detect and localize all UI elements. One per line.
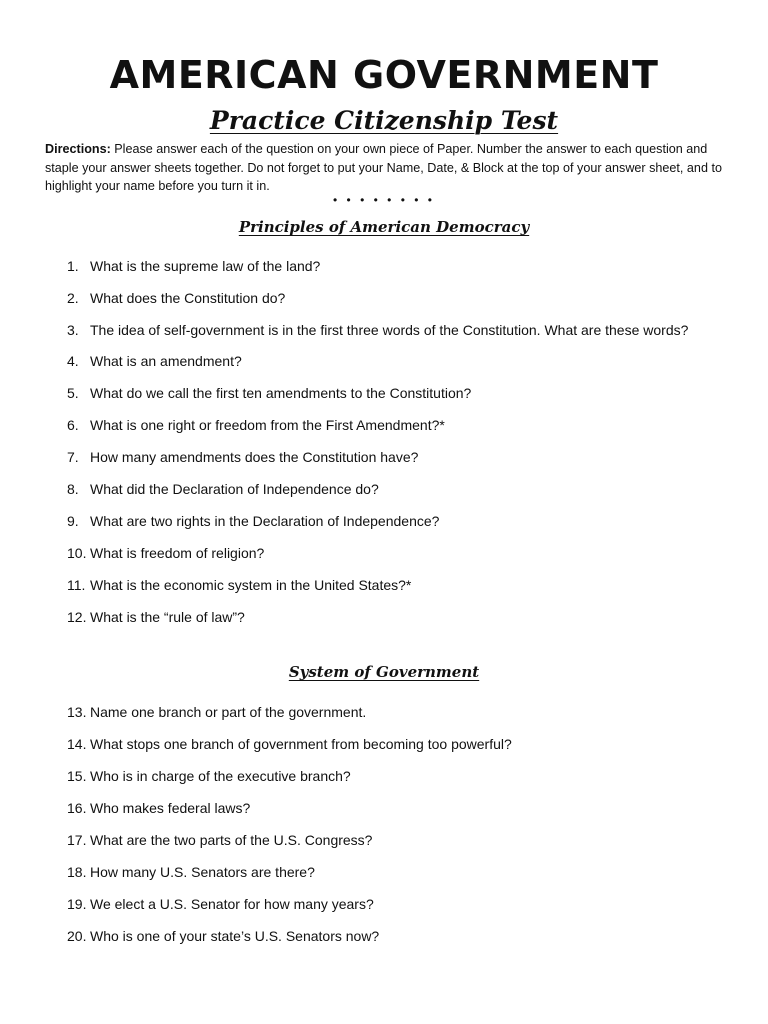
question-text: What did the Declaration of Independence do?: [90, 481, 379, 497]
question-list-system: [0, 703, 768, 959]
question-number: 8.: [67, 481, 79, 497]
question-text: What are two rights in the Declaration of Independence?: [90, 513, 440, 529]
question-text: What is the economic system in the United States?*: [90, 577, 412, 593]
question-number: 15.: [67, 768, 87, 784]
question-item: [0, 576, 700, 595]
question-text: We elect a U.S. Senator for how many years?: [90, 896, 374, 912]
question-list-principles: [0, 257, 768, 640]
page-subtitle: [0, 104, 768, 138]
question-text: The idea of self-government is in the first three words of the Constitution. What are these words?: [90, 322, 689, 338]
question-item: [0, 767, 700, 786]
question-item: [0, 544, 700, 563]
question-text: What does the Constitution do?: [90, 290, 286, 306]
question-number: 14.: [67, 736, 87, 752]
question-number: 13.: [67, 704, 87, 720]
question-number: 1.: [67, 258, 79, 274]
dot-separator: • • • • • • • •: [333, 193, 435, 207]
question-number: 12.: [67, 609, 87, 625]
question-text: Who is in charge of the executive branch?: [90, 768, 351, 784]
section-heading-text: Principles of American Democracy: [238, 218, 530, 236]
question-number: 11.: [67, 577, 86, 593]
question-item: [0, 799, 700, 818]
question-text: What is freedom of religion?: [90, 545, 265, 561]
question-text: What is the supreme law of the land?: [90, 258, 321, 274]
question-number: 5.: [67, 385, 79, 401]
question-text: How many amendments does the Constitution have?: [90, 449, 419, 465]
question-item: [0, 735, 700, 754]
question-item: [0, 321, 700, 340]
question-number: 4.: [67, 353, 79, 369]
question-text: How many U.S. Senators are there?: [90, 864, 315, 880]
question-item: [0, 480, 700, 499]
page-subtitle-text: Practice Citizenship Test: [209, 106, 559, 135]
question-item: [0, 384, 700, 403]
question-item: [0, 927, 700, 946]
question-text: Who is one of your state’s U.S. Senators now?: [90, 928, 380, 944]
section-heading-system: [0, 662, 768, 682]
question-text: What stops one branch of government from becoming too powerful?: [90, 736, 512, 752]
question-number: 6.: [67, 417, 79, 433]
question-text: What is one right or freedom from the First Amendment?*: [90, 417, 445, 433]
question-text: What is the “rule of law”?: [90, 609, 245, 625]
directions-paragraph: [45, 140, 735, 196]
directions-text: Please answer each of the question on your own piece of Paper. Number the answer to each question and staple your answer sheets together. Do not forget to put your Name, Date, & Block at the top of your answer sheet, and to highlight your name before you turn it in.: [45, 142, 722, 193]
question-item: [0, 608, 700, 627]
question-item: [0, 895, 700, 914]
question-number: 2.: [67, 290, 79, 306]
question-item: [0, 831, 700, 850]
question-item: [0, 703, 700, 722]
question-number: 9.: [67, 513, 79, 529]
question-item: [0, 863, 700, 882]
question-number: 16.: [67, 800, 87, 816]
question-item: [0, 289, 700, 308]
section-heading-text: System of Government: [288, 663, 480, 681]
question-item: [0, 352, 700, 371]
question-number: 3.: [67, 322, 79, 338]
page-title: AMERICAN GOVERNMENT: [109, 53, 659, 97]
question-number: 17.: [67, 832, 87, 848]
question-item: [0, 448, 700, 467]
question-item: [0, 512, 700, 531]
question-text: Who makes federal laws?: [90, 800, 251, 816]
directions-label: Directions:: [45, 142, 111, 156]
question-number: 7.: [67, 449, 79, 465]
question-number: 20.: [67, 928, 87, 944]
question-item: [0, 257, 700, 276]
question-item: [0, 416, 700, 435]
question-text: What is an amendment?: [90, 353, 242, 369]
question-number: 19.: [67, 896, 87, 912]
question-number: 10.: [67, 545, 87, 561]
question-text: Name one branch or part of the government.: [90, 704, 367, 720]
question-text: What do we call the first ten amendments to the Constitution?: [90, 385, 472, 401]
section-heading-principles: [0, 217, 768, 237]
question-number: 18.: [67, 864, 87, 880]
question-text: What are the two parts of the U.S. Congress?: [90, 832, 373, 848]
